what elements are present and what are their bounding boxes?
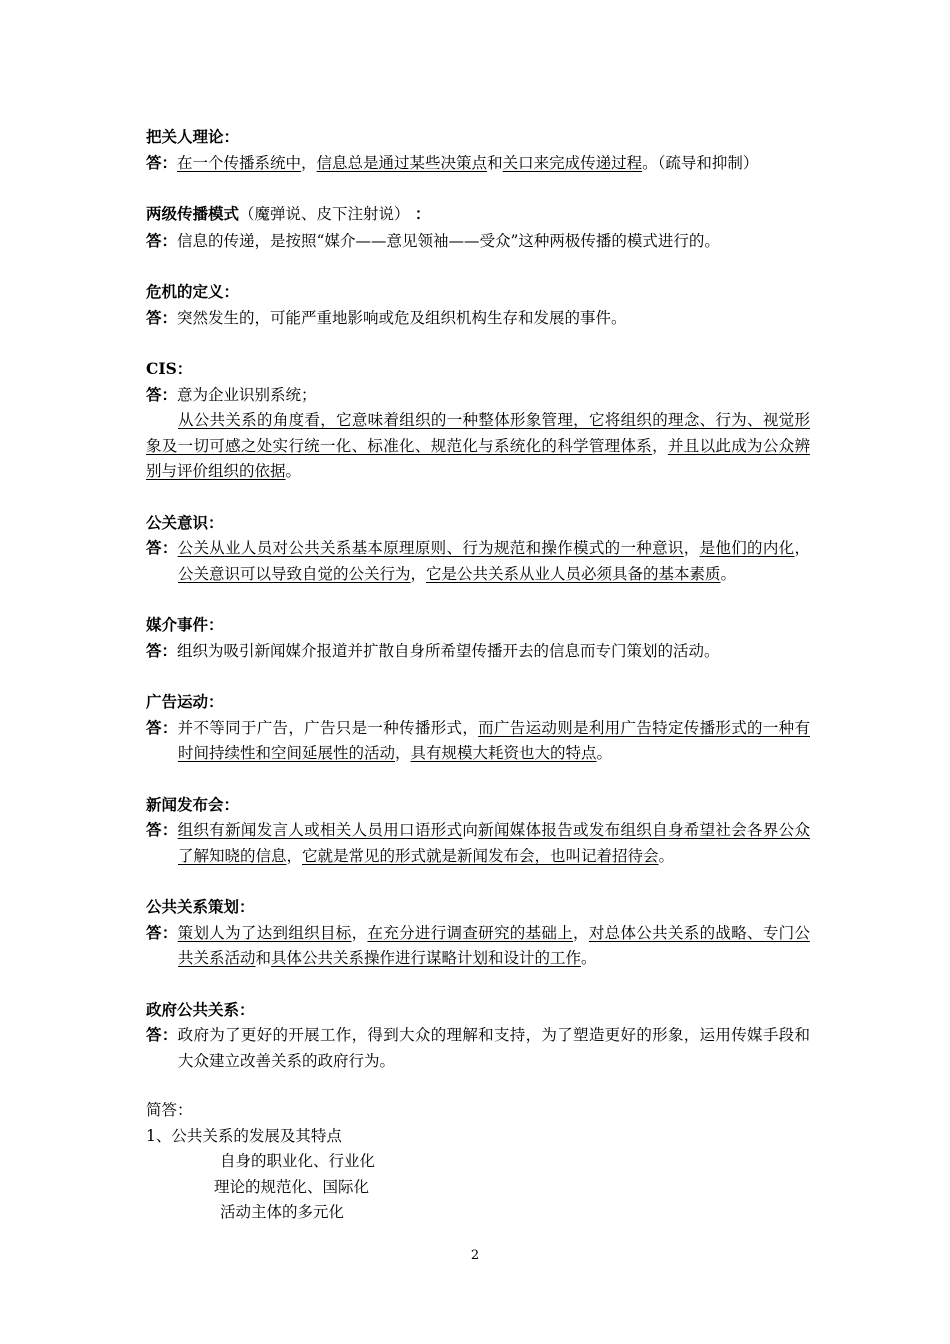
answer-text: 政府为了更好的开展工作，得到大众的理解和支持，为了塑造更好的形象，运用传媒手段和大众建立改善关系的政府行为。	[177, 1026, 810, 1070]
underlined-text: 而广告运动则是利用广告特定传播形式的一种有时间持续性和空间延展性的活动	[178, 718, 810, 762]
definition-answer	[146, 817, 810, 869]
definition-term	[146, 510, 810, 536]
paragraph-text: ，	[652, 436, 668, 455]
answer-text: 。（疏导和抑制）	[642, 153, 759, 172]
answer-label: 答：	[146, 384, 178, 404]
underlined-text: 一切可感之处实行统一化、标准化、规范化与系统化的科学管理体系	[177, 436, 653, 455]
definition-section	[146, 356, 810, 485]
answer-text: 组织为吸引新闻媒介报道并扩散自身所希望传播开去的信息而专门策划的活动。	[177, 641, 720, 660]
term-suffix: ：	[409, 204, 431, 223]
paragraph-text: 。	[285, 462, 302, 480]
definition-term	[146, 201, 810, 228]
answer-label: 答：	[146, 640, 178, 660]
answer-item: 自身的职业化、行业化	[220, 1152, 376, 1170]
definition-term	[146, 792, 810, 818]
answer-text: ，	[683, 539, 700, 557]
answer-label: 答：	[146, 717, 178, 737]
underlined-text: 它是公共关系从业人员必须具备的基本素质	[426, 564, 721, 583]
definition-term	[146, 894, 810, 920]
term-note: （魔弹说、皮下注射说）	[239, 205, 410, 223]
definition-answer	[146, 228, 810, 255]
definition-section	[146, 689, 810, 767]
answer-text: 信息的传递，是按照“媒介——意见领袖——受众”这种两极传播的模式进行的。	[177, 231, 720, 250]
answer-text: 突然发生的，可能严重地影响或危及组织机构生存和发展的事件。	[177, 308, 627, 327]
answer-label: 答：	[146, 820, 178, 839]
answer-text: 。	[581, 949, 597, 967]
underlined-text: 并且以此成为公众辨别与评价组织的依据	[146, 436, 810, 480]
definition-term	[146, 997, 810, 1023]
definition-section	[146, 279, 810, 331]
definition-term	[146, 612, 810, 638]
definition-paragraph	[146, 408, 810, 485]
answer-text: 。	[596, 744, 613, 762]
underlined-text: 它将组织的理念、行为、视觉形象及	[146, 411, 810, 455]
answer-text: ，	[286, 846, 303, 865]
term-label: 公关意识：	[146, 512, 224, 532]
underlined-text: 对总体公共关系的战略、专门公共关系活动	[178, 923, 810, 967]
definition-section	[146, 201, 810, 254]
answer-item: 理论的规范化、国际化	[214, 1177, 370, 1196]
answer-text: 意为企业识别系统；	[177, 385, 317, 404]
short-answer-heading: 简答：	[146, 1101, 193, 1119]
definition-term	[146, 279, 810, 305]
term-label: 两级传播模式	[146, 204, 240, 223]
answer-item: 活动主体的多元化	[220, 1203, 345, 1221]
answer-text: 和	[487, 153, 503, 172]
underlined-text: 它就是常见的形式就是新闻发布会，也叫记着招待会	[302, 846, 659, 865]
answer-text: ，	[351, 923, 368, 942]
underlined-text: 是他们的内化	[699, 539, 795, 557]
term-label: 公共关系策划：	[146, 897, 255, 916]
answer-text: 向	[462, 821, 479, 839]
definitions-list	[146, 124, 810, 1099]
answer-text: ，	[410, 564, 427, 583]
term-label: 政府公共关系：	[146, 999, 255, 1019]
term-label: 把关人理论：	[146, 127, 240, 146]
definition-answer	[146, 535, 810, 587]
answer-label: 答：	[146, 538, 178, 557]
definition-answer	[146, 150, 810, 177]
answer-label: 答：	[146, 230, 178, 250]
definition-answer	[146, 638, 810, 665]
definition-section	[146, 124, 810, 176]
underlined-text: 具体公共关系操作进行谋略计划和设计的工作	[271, 949, 582, 967]
definition-term	[146, 124, 810, 150]
definition-answer	[146, 382, 810, 409]
definition-section	[146, 612, 810, 664]
term-label: 媒介事件：	[146, 615, 224, 634]
answer-text: 。	[658, 846, 675, 865]
short-answer-section	[146, 1098, 810, 1226]
underlined-text: 在充分进行调查研究的基础上	[367, 923, 574, 942]
term-label: 新闻发布会：	[146, 794, 240, 814]
answer-text: 。	[720, 564, 737, 583]
underlined-text: 组织有新闻发言人或相关人员用口语形式	[177, 821, 463, 839]
underlined-text: 关口来完成传递过程	[502, 153, 643, 172]
answer-label: 答：	[146, 1025, 178, 1044]
answer-text: ，	[395, 744, 411, 762]
underlined-text: 具有规模大耗资也大的特点	[410, 744, 597, 762]
answer-text: 和	[255, 949, 272, 967]
definition-answer	[146, 305, 810, 332]
answer-label: 答：	[146, 152, 178, 172]
definition-section	[146, 997, 810, 1075]
page-number: 2	[470, 1248, 480, 1263]
definition-section	[146, 894, 810, 972]
definition-term	[146, 689, 810, 715]
definition-section	[146, 792, 810, 870]
term-label: 广告运动：	[146, 692, 224, 711]
answer-text: ，	[573, 923, 589, 942]
definition-answer	[146, 715, 810, 767]
underlined-text: 公关从业人员对公共关系基本原理原则、行为规范和操作模式的一种意识	[177, 539, 684, 557]
question-1: 1、公共关系的发展及其特点	[146, 1126, 342, 1145]
underlined-text: 新闻媒体报告或发布组织自身希望社会各界公众了解知晓的信息	[178, 821, 810, 865]
definition-answer	[146, 920, 810, 972]
answer-text: ，	[794, 539, 810, 557]
term-label: 危机的定义：	[146, 282, 240, 301]
underlined-text: 策划人为了达到组织目标	[177, 923, 352, 942]
underlined-text: 在一个传播系统中	[177, 153, 302, 172]
underlined-text: 从公共关系的角度看，它意味着组织的一种整体形象管理，	[178, 411, 589, 429]
definition-term	[146, 356, 810, 382]
definition-answer	[146, 1022, 810, 1074]
underlined-text: 信息总是通过某些决策点	[316, 153, 488, 172]
definition-section	[146, 510, 810, 588]
answer-text: ，	[301, 153, 317, 172]
underlined-text: 公关意识可以导致自觉的公关行为	[178, 564, 411, 583]
answer-text: 并不等同于广告，广告只是一种传播形式，	[177, 718, 479, 737]
answer-label: 答：	[146, 922, 178, 942]
answer-label: 答：	[146, 307, 178, 327]
term-label: CIS：	[146, 359, 193, 378]
